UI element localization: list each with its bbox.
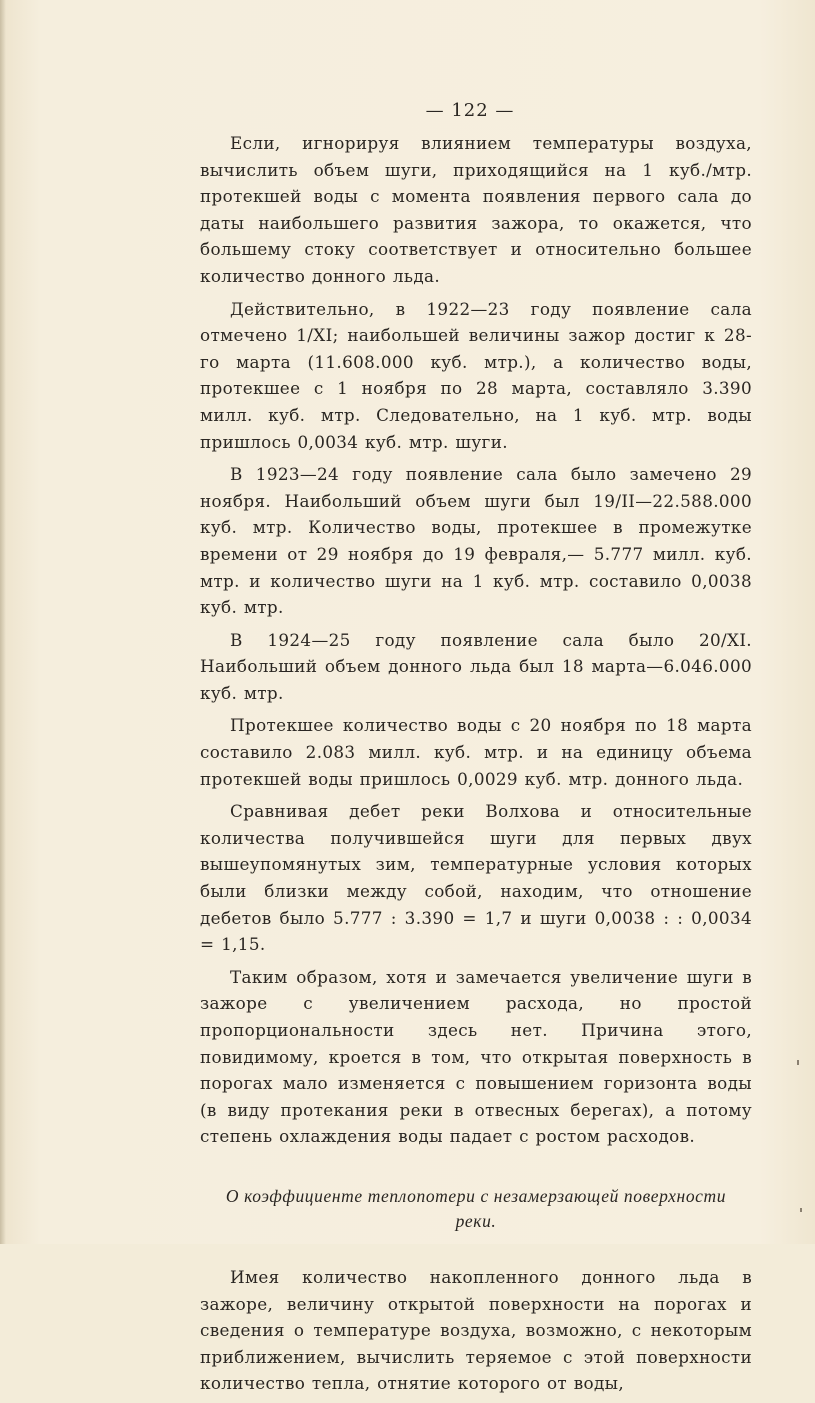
paragraph: Имея количество накопленного донного льда в зажоре, величину открытой поверхности на порогах и сведения о температуре воздуха, возможно, с некоторым приближением, вычислить теряемое с этой поверхности количество тепла, отнятие которого от воды, xyxy=(200,1266,752,1394)
page-edge-shadow xyxy=(0,0,6,1244)
paragraph: Если, игнорируя влиянием температуры воздуха, вычислить объем шуги, приходящийся на 1 куб./мтр. протекшей воды с момента появления первого сала до даты наибольшего развития зажора, то окажется, что большему стоку соответствует и относительно большее количество донного льда. xyxy=(200,133,752,286)
section-heading: О коэффициенте теплопотери с незамерзающей поверхности реки. xyxy=(225,1185,727,1231)
paragraph: В 1924—25 году появление сала было 20/XI. Наибольший объем донного льда был 18 марта—6.046.000 куб. мтр. xyxy=(200,629,752,703)
page-number: — 122 — xyxy=(425,100,515,121)
scan-mark xyxy=(800,1208,802,1212)
paragraph: Сравнивая дебет реки Волхова и относительные количества получившейся шуги для первых двух вышеупомянутых зим, температурные условия которых были близки между собой, находим, что отношение дебетов было 5.777 : 3.390 = 1,7 и шуги 0,0038 : : 0,0034 = 1,15. xyxy=(200,801,752,955)
paragraph: В 1923—24 году появление сала было замечено 29 ноября. Наибольший объем шуги был 19/II—22.588.000 куб. мтр. Количество воды, протекшее в промежутке времени от 29 ноября до 19 февраля,— 5.777 милл. куб. мтр. и количество шуги на 1 куб. мтр. составило 0,0038 куб. мтр. xyxy=(200,464,752,618)
scan-mark xyxy=(797,1060,799,1065)
paragraph: Действительно, в 1922—23 году появление сала отмечено 1/XI; наибольшей величины зажор достиг к 28-го марта (11.608.000 куб. мтр.), а количество воды, протекшее с 1 ноября по 28 марта, составляло 3.390 милл. куб. мтр. Следовательно, на 1 куб. мтр. воды пришлось 0,0034 куб. мтр. шуги. xyxy=(200,298,752,452)
body-text xyxy=(200,130,752,1403)
paragraph: Таким образом, хотя и замечается увеличение шуги в зажоре с увеличением расхода, но простой пропорциональности здесь нет. Причина этого, повидимому, кроется в том, что открытая поверхность в порогах мало изменяется с повышением горизонта воды (в виду протекания реки в отвесных берегах), а потому степень охлаждения воды падает с ростом расходов. xyxy=(200,966,752,1147)
paragraph: Протекшее количество воды с 20 ноября по 18 марта составило 2.083 милл. куб. мтр. и на единицу объема протекшей воды пришлось 0,0029 куб. мтр. донного льда. xyxy=(200,715,752,789)
